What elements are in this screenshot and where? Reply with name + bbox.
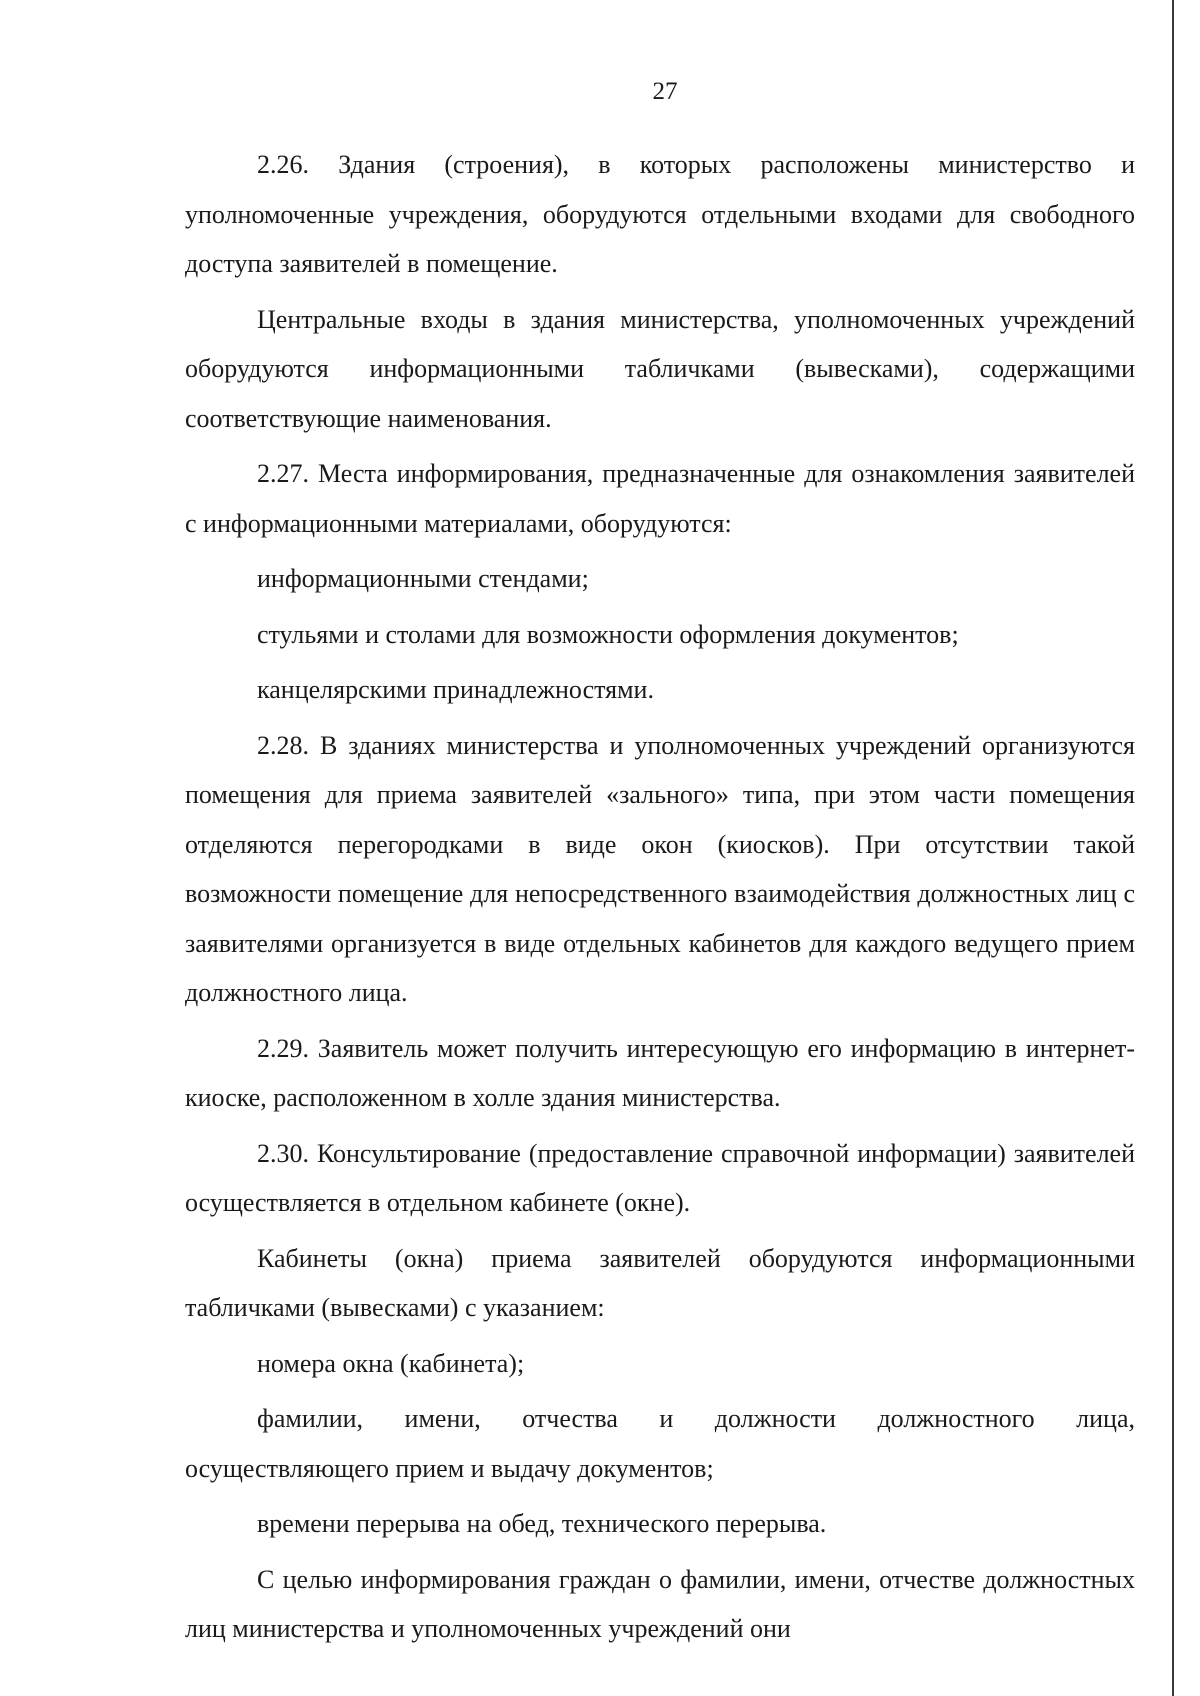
document-body [185,140,1135,1660]
paragraph-cabinets: Кабинеты (окна) приема заявителей оборудуются информационными табличками (вывесками) с указанием: [185,1243,1135,1322]
paragraph-informing-citizens: С целью информирования граждан о фамилии, имени, отчестве должностных лиц министерства и уполномоченных учреждений они [185,1564,1135,1643]
paragraph-2-30: 2.30. Консультирование (предоставление справочной информации) заявителей осуществляется в отдельном кабинете (окне). [185,1138,1135,1217]
list-item-chairs-tables: стульями и столами для возможности оформления документов; [257,619,959,649]
paragraph-2-27: 2.27. Места информирования, предназначенные для ознакомления заявителей с информационными материалами, оборудуются: [185,459,1135,538]
list-item-window-number: номера окна (кабинета); [257,1348,525,1378]
list-item-break-time: времени перерыва на обед, технического перерыва. [257,1509,827,1538]
page-number: 27 [652,78,678,105]
paragraph-2-28: 2.28. В зданиях министерства и уполномоченных учреждений организуются помещения для приема заявителей «зального» типа, при этом части помещения отделяются перегородками в виде окон (киосков). При отсутствии такой возможности помещение для непосредственного взаимодействия должностных лиц с заявителями организуется в виде отдельных кабинетов для каждого ведущего прием должностного лица. [185,730,1135,1007]
page-edge-line [1172,0,1174,1696]
list-item-stationery: канцелярскими принадлежностями. [257,675,654,704]
list-item-stands: информационными стендами; [257,564,589,593]
paragraph-central-entrances: Центральные входы в здания министерства, уполномоченных учреждений оборудуются информационными табличками (вывесками), содержащими соответствующие наименования. [185,304,1135,433]
list-item-official-name: фамилии, имени, отчества и должности должностного лица, осуществляющего прием и выдачу документов; [185,1404,1135,1483]
paragraph-2-29: 2.29. Заявитель может получить интересующую его информацию в интернет-киоске, расположенном в холле здания министерства. [185,1033,1135,1112]
paragraph-2-26: 2.26. Здания (строения), в которых расположены министерство и уполномоченные учреждения, оборудуются отдельными входами для свободного доступа заявителей в помещение. [185,150,1135,278]
